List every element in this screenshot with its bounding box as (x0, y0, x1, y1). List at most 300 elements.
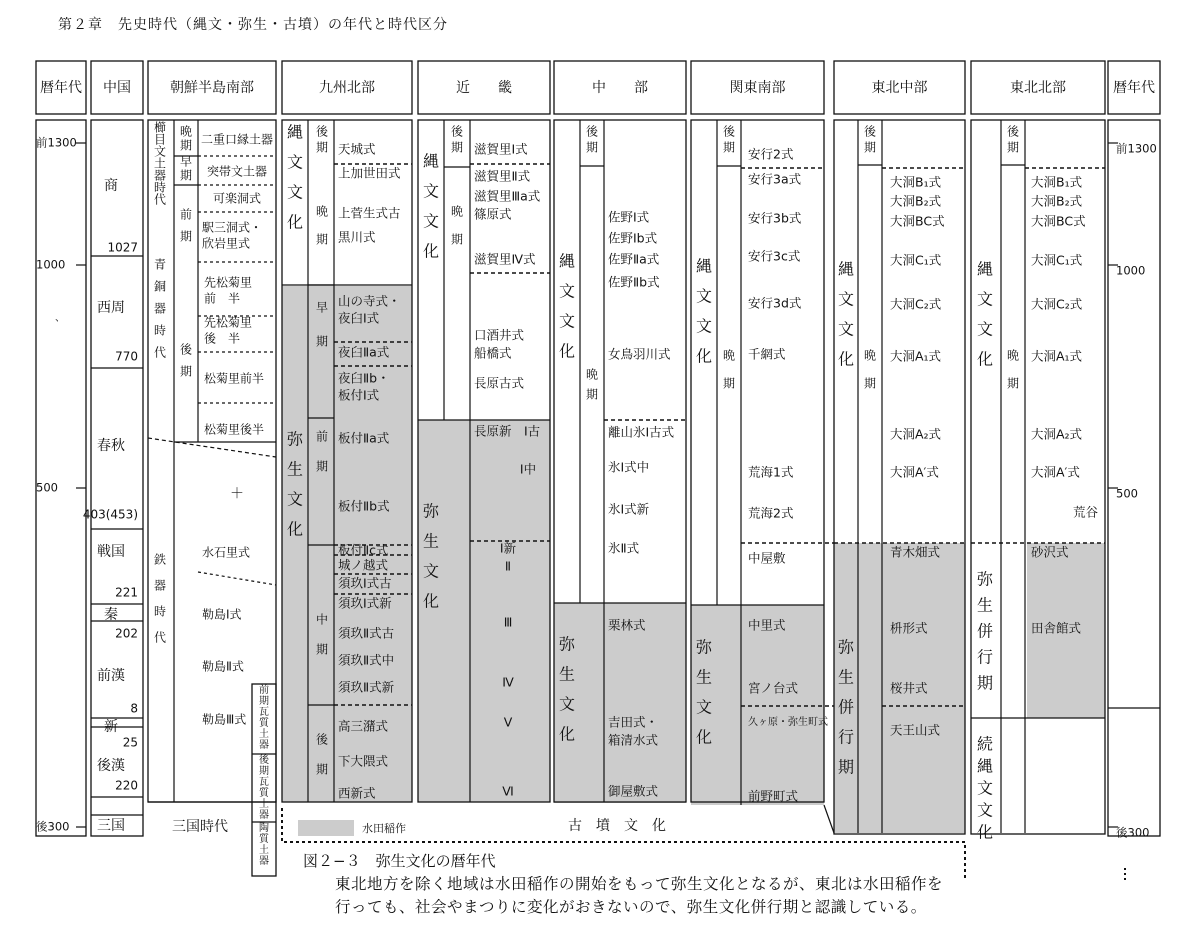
kanto-type: 中里式 (748, 617, 786, 633)
vertical-char: 代 (153, 192, 167, 207)
vertical-char: 目 (153, 132, 167, 147)
kyushu-type: 夜臼Ⅱa式 (338, 344, 390, 360)
chubu-type: 栗林式 (608, 617, 646, 633)
kinki-type: Ⅰ中 (519, 461, 537, 477)
vertical-char: 器 (153, 301, 167, 316)
vertical-char: 併 (976, 621, 994, 641)
vertical-char: 中 (315, 612, 329, 627)
vertical-char: 代 (153, 345, 167, 360)
kinki-type: 船橋式 (474, 345, 512, 361)
vertical-char: 後 (315, 124, 329, 139)
kinki-type: 滋賀里Ⅱ式 (474, 168, 531, 184)
kinki-type: Ⅱ (504, 558, 512, 574)
year-label-right: 後300 (1116, 825, 1150, 840)
vertical-char: 生 (695, 667, 713, 687)
vertical-char: 文 (976, 778, 994, 798)
vertical-char: 文 (153, 144, 167, 159)
vertical-char: 期 (315, 140, 329, 155)
korea-phase-middle (180, 208, 192, 244)
chubu-type: 佐野Ⅱb式 (608, 274, 660, 290)
vertical-char: 器 (259, 740, 269, 751)
tohoku-central-phase (864, 349, 876, 391)
china-year-2: 770 (115, 349, 138, 364)
kinki-type: Ⅰ新 (499, 540, 517, 556)
vertical-char: 青 (153, 257, 167, 272)
korea-type: 松菊里前半 (204, 371, 265, 386)
year-mark: 、 (55, 313, 65, 324)
vertical-char: 晩 (863, 348, 877, 363)
kyushu-type: 須玖Ⅰ式古 (338, 575, 392, 591)
vertical-char: 前 (315, 429, 329, 444)
tohoku-north-jomon (977, 260, 993, 369)
vertical-char: 弥 (837, 637, 855, 657)
vertical-char: 期 (315, 459, 329, 474)
china-dynasty-8: 後漢 (97, 758, 125, 774)
vertical-char: 期 (315, 762, 329, 777)
china-dynasty-1: 商 (104, 178, 118, 194)
chubu-type: 佐野Ⅱa式 (608, 251, 660, 267)
vertical-char: 弥 (286, 429, 304, 449)
vertical-char: 期 (315, 334, 329, 349)
column-header-9: 東北北部 (1010, 80, 1066, 96)
vertical-char: 期 (722, 140, 736, 155)
kinki-phase (451, 124, 464, 155)
vertical-char: 質 (259, 834, 269, 845)
vertical-char: 期 (1006, 140, 1020, 155)
vertical-char: 櫛 (153, 120, 167, 135)
tohoku-north-type: 砂沢式 (1031, 544, 1069, 560)
korea-era-bronze (154, 257, 166, 360)
korea-type: 欣岩里式 (202, 236, 251, 251)
kinki-type: Ⅴ (503, 714, 513, 730)
vertical-char: 縄 (837, 259, 855, 279)
chubu-type: 佐野Ⅰb式 (608, 230, 658, 246)
vertical-char: 文 (422, 211, 440, 231)
vertical-char: 化 (286, 212, 304, 232)
vertical-char: 弥 (558, 634, 576, 654)
kinki-type: 滋賀里Ⅰ式 (474, 141, 528, 157)
vertical-char: 器 (259, 856, 269, 867)
tohoku-north-type: 大洞C₁式 (1031, 252, 1083, 268)
kanto-type: 千網式 (748, 346, 786, 362)
caption-line-2: 行っても、社会やまつりに変化がおきないので、弥生文化併行期と認識している。 (335, 898, 927, 916)
chubu-phase (586, 124, 599, 155)
korea-type: 前 半 (204, 291, 241, 306)
kinki-type: 長原古式 (474, 375, 525, 391)
vertical-char: 期 (837, 757, 855, 777)
korea-pottery-stoneware (259, 822, 270, 867)
vertical-char: 化 (695, 727, 713, 747)
china-dynasty-3: 春秋 (97, 438, 125, 454)
vertical-char: 化 (422, 241, 440, 261)
korea-type: 駅三洞式・ (202, 220, 263, 235)
kyushu-type: 高三潴式 (338, 718, 389, 734)
korea-three-kingdoms: 三国時代 (172, 819, 228, 835)
korea-type: 後 半 (204, 331, 241, 346)
kyushu-type: 板付Ⅱc式 (338, 542, 389, 558)
tohoku-north-yayoi-parallel (977, 570, 994, 693)
kofun-label: 古 墳 文 化 (568, 818, 666, 834)
tohoku-central-type: 大洞C₂式 (890, 296, 942, 312)
kanto-type: 宮ノ台式 (748, 680, 799, 696)
kyushu-type: 天城式 (338, 141, 376, 157)
chubu-type: 吉田式・ (608, 714, 659, 730)
tohoku-central-type: 天王山式 (890, 722, 941, 738)
vertical-char: 晩 (722, 348, 736, 363)
tohoku-central-phase (864, 124, 877, 155)
kyushu-phase (316, 205, 328, 247)
chubu-phase (586, 368, 598, 402)
tohoku-central-type: 大洞A₂式 (890, 426, 942, 442)
vertical-char: 土 (259, 729, 269, 740)
tohoku-north-type: 大洞A₂式 (1031, 426, 1083, 442)
column-header-1: 暦年代 (40, 80, 82, 96)
column-header-10: 暦年代 (1113, 80, 1155, 96)
vertical-char: 後 (315, 732, 329, 747)
tohoku-central-type: 青木畑式 (890, 544, 941, 560)
vertical-char: 行 (976, 647, 994, 667)
korea-type: 松菊里後半 (204, 422, 265, 437)
korea-phase-late (180, 342, 193, 379)
china-year-5: 202 (115, 626, 138, 641)
vertical-char: 文 (558, 694, 576, 714)
vertical-char: 土 (153, 156, 167, 171)
vertical-char: 期 (259, 766, 269, 777)
year-label-right: 500 (1116, 486, 1138, 501)
vertical-char: 生 (558, 664, 576, 684)
column-header-5: 近 畿 (456, 80, 512, 96)
vertical-char: 晩 (1006, 348, 1020, 363)
year-label-left: 前1300 (36, 135, 77, 150)
vertical-char: 化 (558, 724, 576, 744)
kyushu-type: 板付Ⅱa式 (338, 430, 390, 446)
kinki-jomon (423, 152, 439, 261)
vertical-char: 晩 (315, 204, 329, 219)
vertical-char: 文 (837, 319, 855, 339)
tohoku-north-type: 大洞B₂式 (1031, 193, 1083, 209)
chubu-type: 離山氷Ⅰ古式 (608, 424, 675, 440)
vertical-char: 期 (179, 168, 193, 183)
vertical-char: 期 (450, 232, 464, 247)
vertical-char: 器 (153, 578, 167, 593)
column-header-7: 関東南部 (729, 80, 786, 96)
china-year-8: 220 (115, 778, 138, 793)
kanto-type: 安行3c式 (748, 248, 801, 264)
vertical-char: 文 (422, 561, 440, 581)
year-column-right (1108, 120, 1160, 836)
china-year-1: 1027 (107, 240, 138, 255)
vertical-char: 後 (585, 124, 599, 139)
vertical-char: 質 (259, 718, 269, 729)
kinki-type: 滋賀里Ⅳ式 (474, 251, 536, 267)
vertical-char: 化 (286, 519, 304, 539)
tohoku-north-type: 大洞A₁式 (1031, 348, 1083, 364)
tohoku-north-type: 大洞A′式 (1031, 464, 1080, 480)
vertical-char: 期 (450, 140, 464, 155)
kinki-type: 滋賀里Ⅲa式 (474, 188, 541, 204)
kanto-type: 前野町式 (748, 788, 799, 804)
vertical-char: 併 (837, 697, 855, 717)
korea-phase-late-final (180, 125, 192, 153)
year-label-left: 後300 (36, 819, 70, 834)
year-label-right: 1000 (1116, 263, 1146, 278)
vertical-char: 期 (863, 140, 877, 155)
china-year-7: 25 (122, 735, 138, 750)
kinki-phase (451, 205, 463, 247)
korea-type: 勒島Ⅲ式 (202, 712, 247, 727)
tohoku-central-jomon (838, 260, 854, 369)
chubu-type: 佐野Ⅰ式 (608, 209, 650, 225)
vertical-char: 弥 (695, 637, 713, 657)
tohoku-central-type: 大洞A₁式 (890, 348, 942, 364)
vertical-char: 縄 (286, 122, 304, 142)
vertical-char: 弥 (976, 569, 994, 589)
vertical-char: 晩 (585, 367, 599, 382)
vertical-char: 期 (179, 138, 193, 153)
kyushu-type: 下大隈式 (338, 753, 389, 769)
vertical-char: 化 (695, 346, 713, 366)
vertical-char: 文 (837, 289, 855, 309)
column-header-4: 九州北部 (319, 80, 375, 96)
tohoku-central-type: 大洞A′式 (890, 464, 939, 480)
vertical-char: 期 (722, 376, 736, 391)
china-dynasty-7: 新 (104, 719, 118, 735)
vertical-char: 晩 (450, 204, 464, 219)
kinki-type: Ⅵ (502, 783, 514, 799)
vertical-char: 後 (1006, 124, 1020, 139)
tohoku-north-type: 大洞B₁式 (1031, 174, 1083, 190)
vertical-char: 器 (259, 810, 269, 821)
tohoku-central-type: 桜井式 (890, 680, 928, 696)
vertical-char: 期 (585, 387, 599, 402)
year-label-right: 前1300 (1116, 141, 1157, 156)
vertical-char: 生 (422, 531, 440, 551)
vertical-char: 文 (286, 152, 304, 172)
kyushu-type: 夜臼Ⅰ式 (338, 310, 380, 326)
tohoku-north-type: 大洞BC式 (1031, 213, 1086, 229)
kyushu-type: 黒川式 (338, 229, 376, 245)
chubu-type: 御屋敷式 (608, 783, 659, 799)
china-year-4: 221 (115, 585, 138, 600)
vertical-char: 化 (422, 591, 440, 611)
chubu-type: 箱清水式 (608, 732, 659, 748)
korea-era-iron (154, 552, 166, 645)
vertical-char: 土 (259, 799, 269, 810)
kyushu-type: 須玖Ⅱ式中 (338, 652, 395, 668)
vertical-char: 後 (179, 342, 193, 357)
vertical-char: 文 (695, 316, 713, 336)
chubu-jomon (559, 252, 575, 361)
vertical-char: 器 (153, 168, 167, 183)
kyushu-type: 板付Ⅰ式 (338, 387, 380, 403)
korea-pottery-early (259, 683, 270, 751)
column-header-2: 中国 (103, 80, 131, 96)
vertical-char: 質 (259, 788, 269, 799)
vertical-char: 期 (179, 229, 193, 244)
legend-label: 水田稲作 (362, 822, 406, 835)
vertical-char: 期 (1006, 376, 1020, 391)
kyushu-type: 須玖Ⅰ式新 (338, 595, 392, 611)
vertical-char: 鉄 (153, 552, 167, 567)
kyushu-type: 上菅生式古 (338, 205, 401, 221)
vertical-char: 生 (837, 667, 855, 687)
vertical-char: 代 (153, 630, 167, 645)
tohoku-north-type: 荒谷 (1072, 504, 1098, 520)
korea-dashed (148, 438, 276, 457)
china-year-6: 8 (130, 701, 138, 716)
vertical-char: 縄 (976, 756, 994, 776)
tohoku-central-type: 大洞C₁式 (890, 252, 942, 268)
vertical-char: 文 (976, 319, 994, 339)
kyushu-type: 須玖Ⅱ式新 (338, 679, 395, 695)
kyushu-type: 須玖Ⅱ式古 (338, 625, 395, 641)
kanto-jomon (696, 257, 712, 366)
vertical-char: 化 (976, 822, 994, 842)
kinki-type: 口酒井式 (474, 327, 525, 343)
kinki-type: Ⅳ (502, 674, 514, 690)
kanto-type: 安行3d式 (748, 295, 802, 311)
vertical-char: 前 (179, 207, 193, 222)
vertical-char: 文 (286, 182, 304, 202)
chubu-type: 氷Ⅱ式 (608, 540, 640, 556)
korea-type: 勒島Ⅱ式 (202, 659, 244, 674)
vertical-char: 化 (976, 349, 994, 369)
vertical-char: 生 (976, 595, 994, 615)
kinki-type: 長原新 Ⅰ古 (474, 423, 541, 439)
vertical-char: 晩 (179, 124, 193, 139)
vertical-char: 化 (558, 341, 576, 361)
vertical-char: 文 (695, 697, 713, 717)
vertical-char: 化 (837, 349, 855, 369)
china-dynasty-2: 西周 (97, 300, 125, 316)
tohoku-central-type: 大洞B₂式 (890, 193, 942, 209)
korea-type: 突帯文土器 (206, 164, 268, 179)
tohoku-central-type: 枡形式 (890, 620, 928, 636)
caption-body (335, 873, 943, 919)
korea-type: 勒島Ⅰ式 (202, 607, 242, 622)
china-dynasty-4: 戦国 (97, 544, 125, 560)
caption-line-1: 東北地方を除く地域は水田稲作の開始をもって弥生文化となるが、東北は水田稲作を (335, 875, 944, 893)
kanto-type: 久ヶ原・弥生町式 (748, 717, 828, 728)
china-dynasty-9: 三国 (97, 818, 125, 834)
vertical-char: 文 (695, 286, 713, 306)
vertical-char: 文 (976, 289, 994, 309)
chapter-header: 第２章 先史時代（縄文・弥生・古墳）の年代と時代区分 (58, 17, 448, 33)
kyushu-jomon (287, 123, 303, 232)
vertical-char: 縄 (695, 256, 713, 276)
korea-type: 可楽洞式 (212, 191, 262, 206)
korea-type: 先松菊里 (204, 275, 253, 290)
vertical-char: 弥 (422, 501, 440, 521)
vertical-char: 後 (863, 124, 877, 139)
vertical-char: 陶 (259, 823, 269, 834)
vertical-char: 期 (315, 232, 329, 247)
kanto-type: 安行3a式 (748, 171, 802, 187)
kanto-type: 安行3b式 (748, 210, 802, 226)
china-dynasty-5: 秦 (104, 607, 118, 623)
rice-shade-kinki (418, 420, 550, 802)
kyushu-phase (316, 124, 329, 155)
vertical-char: 早 (315, 300, 329, 315)
figure-caption: 図２−３ 弥生文化の暦年代 (303, 852, 496, 870)
vertical-char: 期 (976, 673, 994, 693)
year-label-left: 500 (36, 480, 58, 495)
korea-era-comb (154, 120, 166, 207)
korea-dashed (198, 572, 276, 585)
vertical-char: 早 (179, 154, 193, 169)
kanto-type: 荒海1式 (748, 464, 794, 480)
vertical-char: 文 (422, 181, 440, 201)
vertical-char: 瓦 (259, 707, 269, 718)
vertical-char: 期 (863, 376, 877, 391)
china-dynasty-6: 前漢 (97, 668, 125, 684)
vertical-char: 続 (976, 734, 994, 754)
column-header-6: 中 部 (592, 80, 648, 96)
vertical-char: 期 (179, 364, 193, 379)
kanto-type: 中屋敷 (748, 550, 786, 566)
chubu-type: 女鳥羽川式 (608, 346, 671, 362)
kanto-type: 安行2式 (748, 146, 794, 162)
vertical-char: 銅 (153, 279, 167, 294)
vertical-char: 時 (153, 180, 167, 195)
korea-type: ＋ (230, 486, 244, 502)
vertical-char: 後 (259, 755, 269, 766)
vertical-char: 縄 (558, 251, 576, 271)
tohoku-north-epi-jomon (977, 735, 993, 842)
vertical-char: 行 (837, 727, 855, 747)
year-label-left: 1000 (36, 257, 66, 272)
kanto-type: 荒海2式 (748, 505, 794, 521)
korea-type: 二重口縁土器 (200, 132, 274, 147)
kyushu-type: 上加世田式 (338, 165, 401, 181)
vertical-char: 後 (450, 124, 464, 139)
vertical-char: 文 (976, 800, 994, 820)
vertical-char: 期 (315, 642, 329, 657)
china-year-3: 403(453) (82, 507, 138, 522)
vertical-char: 瓦 (259, 777, 269, 788)
kyushu-type: 山の寺式・ (338, 293, 401, 309)
tohoku-central-type: 大洞B₁式 (890, 174, 942, 190)
vertical-char: 文 (286, 489, 304, 509)
vertical-char: 時 (153, 604, 167, 619)
tohoku-north-phase (1007, 349, 1019, 391)
chubu-type: 氷Ⅰ式中 (608, 459, 650, 475)
column-header-8: 東北中部 (871, 80, 928, 96)
tohoku-central-type: 大洞BC式 (890, 213, 945, 229)
korea-type: 水石里式 (202, 545, 251, 560)
tohoku-north-phase (1007, 124, 1020, 155)
legend-swatch (298, 820, 354, 836)
kyushu-type: 夜臼Ⅱb・ (338, 370, 390, 386)
vertical-char: 土 (259, 845, 269, 856)
kyushu-type: 西新式 (338, 785, 376, 801)
kinki-type: 篠原式 (474, 206, 512, 222)
vertical-char: 縄 (422, 151, 440, 171)
vertical-char: 期 (259, 696, 269, 707)
korea-phase-early (180, 155, 192, 183)
korea-type: 先松菊里 (204, 315, 253, 330)
kanto-slant (824, 805, 834, 833)
tohoku-north-type: 田舎館式 (1031, 620, 1082, 636)
vertical-char: 生 (286, 459, 304, 479)
kinki-type: Ⅲ (503, 614, 513, 630)
kanto-phase (723, 124, 736, 155)
kyushu-type: 板付Ⅱb式 (338, 498, 390, 514)
column-header-3: 朝鮮半島南部 (170, 80, 254, 96)
vertical-char: 時 (153, 323, 167, 338)
korea-pottery-late (259, 753, 270, 821)
vertical-char: 文 (558, 281, 576, 301)
